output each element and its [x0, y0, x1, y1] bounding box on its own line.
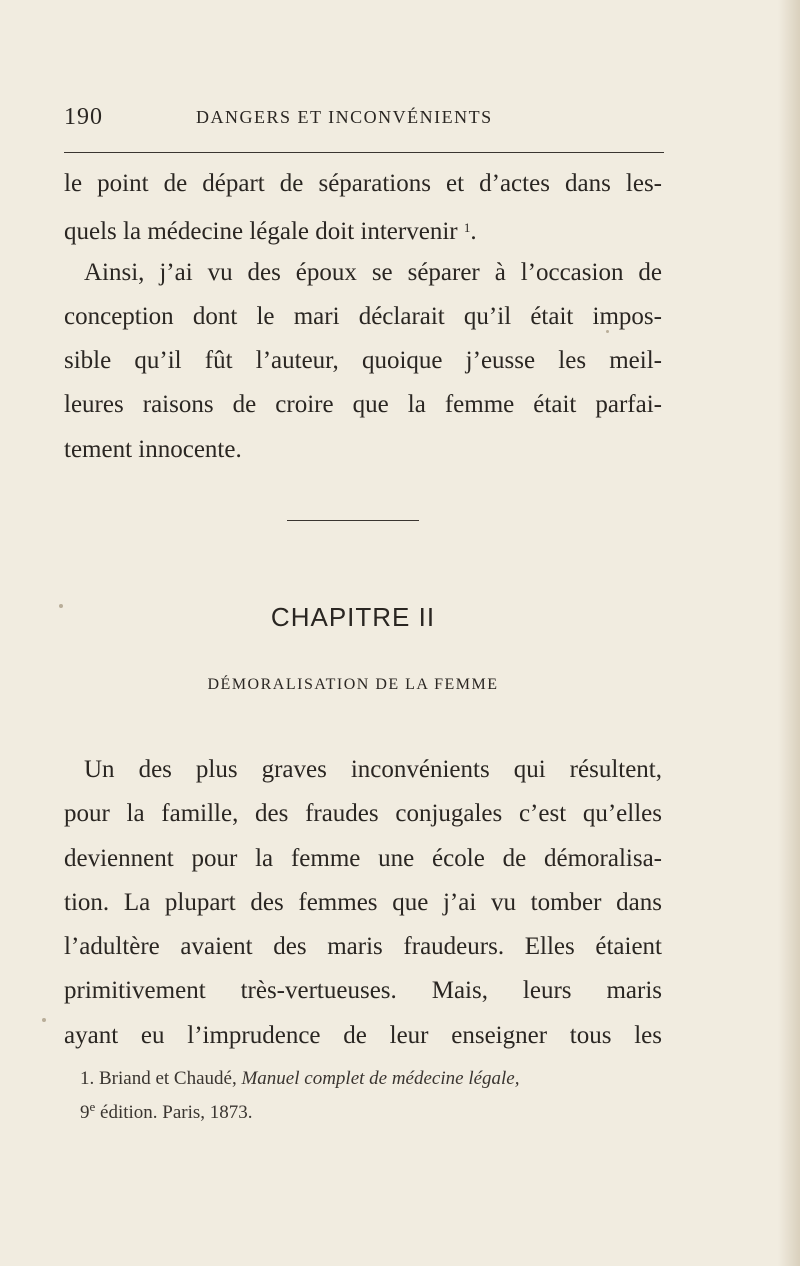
- footnote-number: 1.: [80, 1068, 95, 1089]
- page-number: 190: [64, 104, 103, 130]
- punctuation: .: [470, 218, 477, 246]
- chapter-subtitle: DÉMORALISATION DE LA FEMME: [207, 676, 499, 693]
- running-head: DANGERS ET INCONVÉNIENTS: [196, 107, 493, 127]
- footnote-edition-suffix: e: [89, 1099, 96, 1114]
- text-line-content: quels la médecine légale doit intervenir: [64, 218, 458, 246]
- text-line: deviennent pour la femme une école de démoralisa-: [64, 844, 662, 872]
- section-divider: [287, 520, 419, 521]
- text-line: conception dont le mari déclarait qu’il était impos-: [64, 302, 662, 330]
- body-text-top: [64, 162, 662, 472]
- text-line: ayant eu l’imprudence de leur enseigner tous les: [64, 1021, 662, 1049]
- text-line: tement innocente.: [64, 435, 242, 463]
- text-line: tion. La plupart des femmes que j’ai vu tomber dans: [64, 888, 662, 916]
- chapter-title: CHAPITRE II: [270, 602, 436, 632]
- footnote-line: [80, 1065, 664, 1093]
- footnote: [80, 1065, 664, 1121]
- footnote-authors: Briand et Chaudé,: [99, 1068, 237, 1089]
- paper-speck: [59, 604, 63, 608]
- text-line: leures raisons de croire que la femme était parfai-: [64, 391, 662, 419]
- text-line: pour la famille, des fraudes conjugales c’est qu’elles: [64, 800, 662, 828]
- text-line: le point de départ de séparations et d’actes dans les-: [64, 170, 662, 197]
- footnote-reference: 1: [463, 220, 471, 236]
- text-line: [64, 206, 662, 250]
- page-header: [64, 104, 664, 144]
- footnote-book-title: Manuel complet de médecine légale,: [241, 1068, 520, 1089]
- footnote-edition: édition. Paris, 1873.: [100, 1102, 253, 1123]
- text-line: Ainsi, j’ai vu des époux se séparer à l’occasion de: [84, 258, 662, 286]
- text-line: sible qu’il fût l’auteur, quoique j’eusse les meil-: [64, 347, 662, 375]
- text-line: Un des plus graves inconvénients qui résultent,: [84, 756, 662, 783]
- paper-speck: [42, 1018, 46, 1022]
- page-edge-shadow: [778, 0, 800, 1266]
- footnote-line: [80, 1093, 664, 1121]
- footnote-edition-number: 9: [80, 1102, 90, 1123]
- paper-speck: [606, 330, 609, 333]
- body-text-chapter: [64, 748, 662, 1058]
- text-line: primitivement très-vertueuses. Mais, leurs maris: [64, 977, 662, 1005]
- header-rule: [64, 152, 664, 153]
- text-line: l’adultère avaient des maris fraudeurs. Elles étaient: [64, 933, 662, 961]
